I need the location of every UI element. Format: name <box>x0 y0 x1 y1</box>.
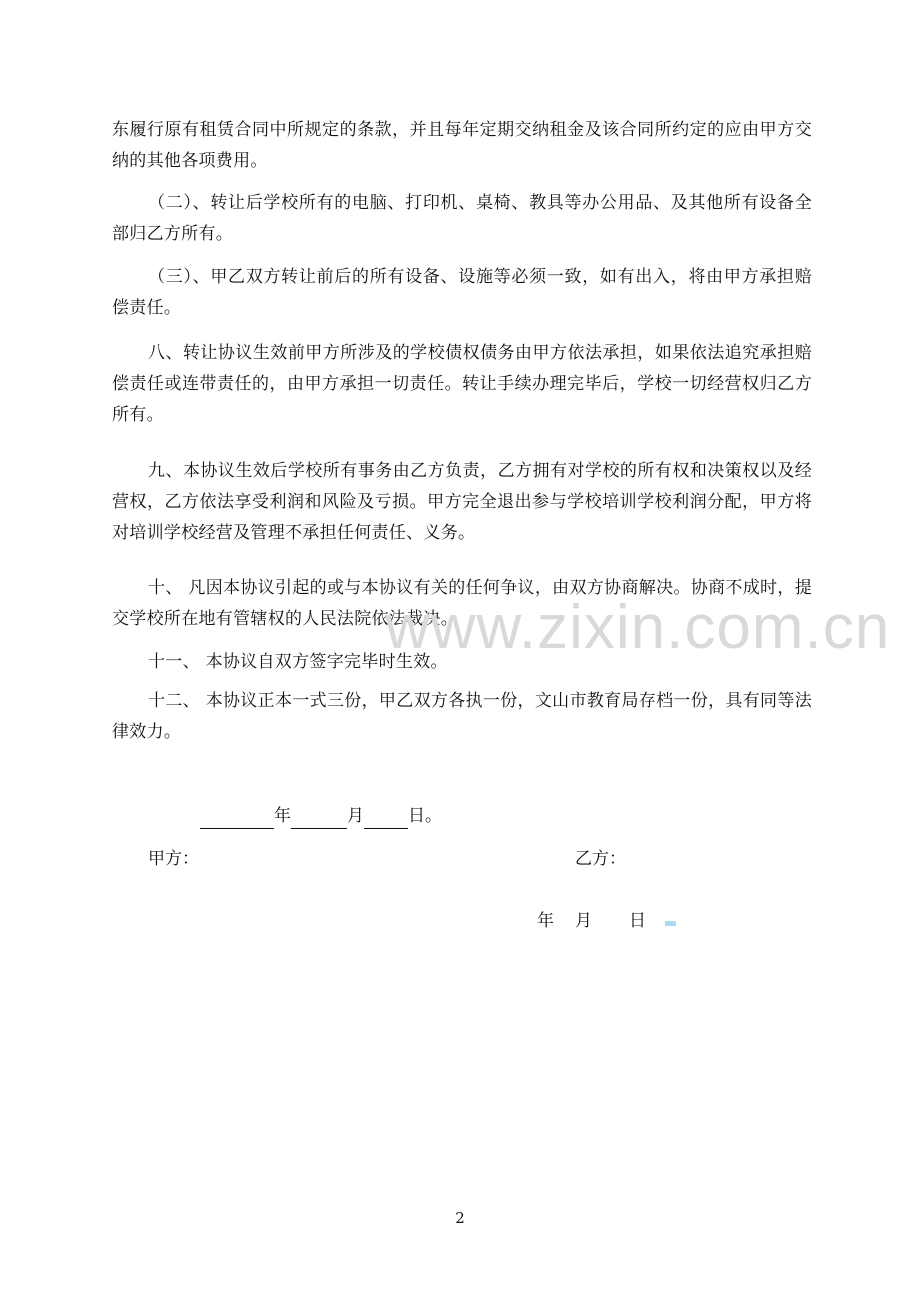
paragraph-clause-2 <box>112 188 812 250</box>
date-day-label: 日 <box>408 806 425 826</box>
date-year-label: 年 <box>274 806 291 826</box>
paragraph-text: （二）、转让后学校所有的电脑、打印机、桌椅、教具等办公用品、及其他所有设备全部归乙方所有。 <box>112 193 812 244</box>
paragraph-text: 十二、 本协议正本一式三份，甲乙双方各执一份，文山市教育局存档一份，具有同等法律效力。 <box>112 691 812 742</box>
watermark-text: www.zixin.com.cn <box>385 593 891 662</box>
paragraph-text: 八、转让协议生效前甲方所涉及的学校债权债务由甲方依法承担，如果依法追究承担赔偿责任或连带责任的，由甲方承担一切责任。转让手续办理完毕后，学校一切经营权归乙方所有。 <box>112 343 812 425</box>
paragraph-article-10 <box>112 573 812 635</box>
paragraph-text: （三）、甲乙双方转让前后的所有设备、设施等必须一致，如有出入，将由甲方承担赔偿责任。 <box>112 267 812 318</box>
paragraph-article-12 <box>112 686 812 748</box>
party-b-label: 乙方： <box>575 849 626 869</box>
paragraph-text: 十、 凡因本协议引起的或与本协议有关的任何争议，由双方协商解决。协商不成时，提交学校所在地有管辖权的人民法院依法裁决。 <box>112 578 812 629</box>
bottom-day-label: 日 <box>629 911 646 931</box>
paragraph-article-8 <box>112 338 812 431</box>
date-end-punct: 。 <box>425 806 442 826</box>
paragraph-article-11 <box>112 647 812 678</box>
paragraph-text: 东履行原有租赁合同中所规定的条款，并且每年定期交纳租金及该合同所约定的应由甲方交纳的其他各项费用。 <box>112 120 812 171</box>
date-blank-day <box>364 808 408 829</box>
bottom-month-label: 月 <box>575 911 592 931</box>
paragraph-text: 十一、 本协议自双方签字完毕时生效。 <box>148 652 448 672</box>
paragraph-clause-3 <box>112 262 812 324</box>
date-blank-month <box>291 808 347 829</box>
paragraph-article-9 <box>112 456 812 549</box>
party-a-label: 甲方： <box>148 849 199 869</box>
highlight-mark <box>665 921 676 926</box>
date-month-label: 月 <box>347 806 364 826</box>
page-number: 2 <box>455 1209 465 1227</box>
paragraph-text: 九、本协议生效后学校所有事务由乙方负责，乙方拥有对学校的所有权和决策权以及经营权，乙方依法享受利润和风险及亏损。甲方完全退出参与学校培训学校利润分配，甲方将对培训学校经营及管理不承担任何责任、义务。 <box>112 461 812 543</box>
party-b-date <box>537 908 646 934</box>
date-blank-year <box>200 808 274 829</box>
paragraph-continuation <box>112 115 812 177</box>
bottom-year-label: 年 <box>537 911 554 931</box>
signing-date-line <box>200 803 442 829</box>
